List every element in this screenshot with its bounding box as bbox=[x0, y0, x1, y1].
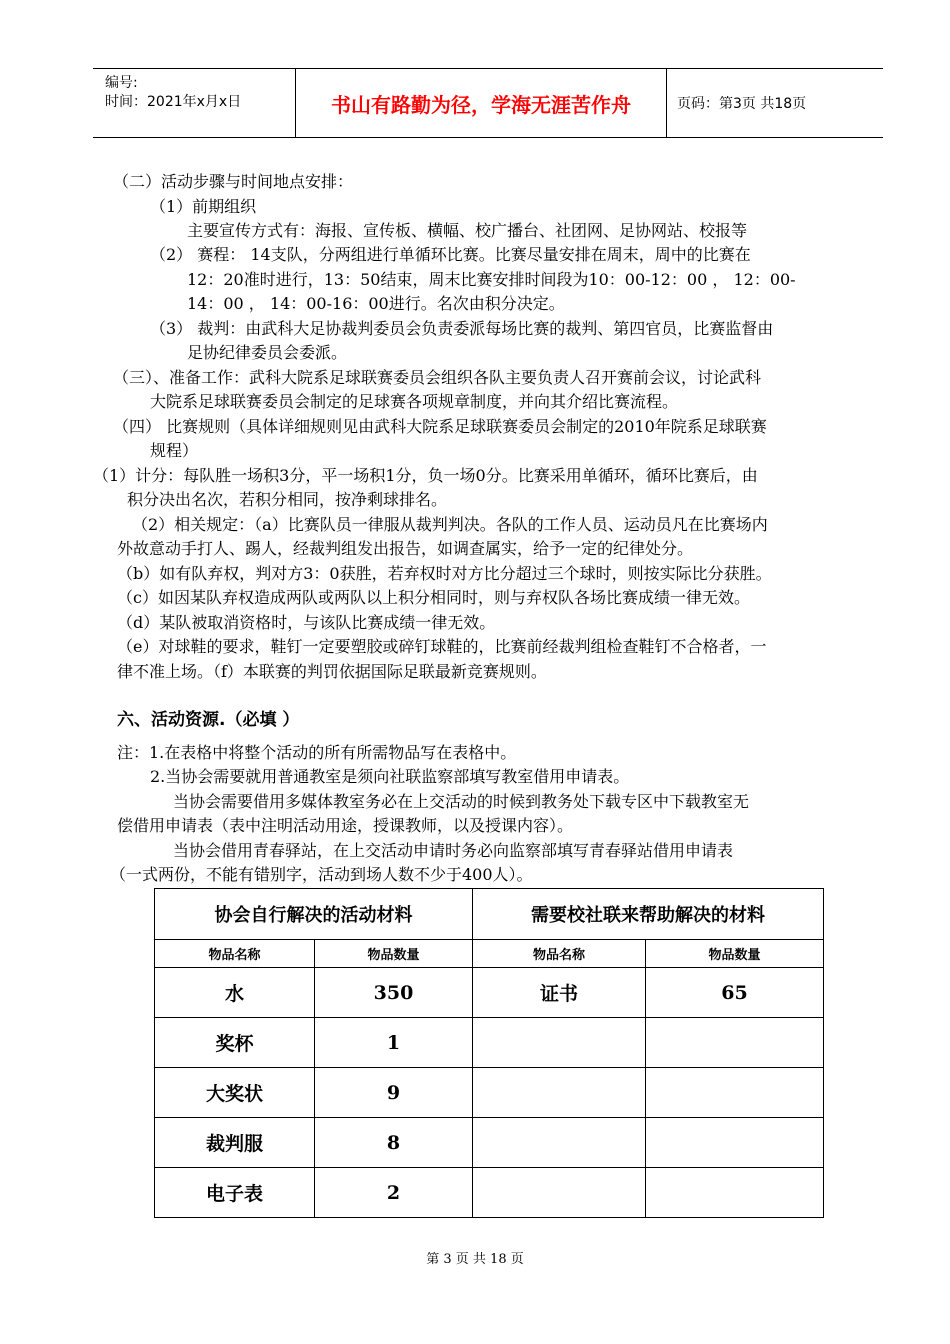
note-line: 注：1.在表格中将整个活动的所有所需物品写在表格中。 bbox=[117, 743, 517, 762]
item-name: 水 bbox=[155, 968, 315, 1018]
col-qty-header: 物品数量 bbox=[646, 940, 824, 968]
body-line: 积分决出名次，若积分相同，按净剩球排名。 bbox=[127, 490, 448, 509]
resource-table bbox=[154, 888, 824, 1218]
help-item-qty bbox=[646, 1068, 824, 1118]
help-item-qty bbox=[646, 1118, 824, 1168]
body-line: （1）前期组织 bbox=[150, 197, 257, 216]
header-meta bbox=[93, 69, 296, 137]
body-line: 律不准上场。（f）本联赛的判罚依据国际足联最新竞赛规则。 bbox=[117, 662, 547, 681]
body-line: （b）如有队弃权，判对方3：0获胜，若弃权时对方比分超过三个球时，则按实际比分获胜。 bbox=[117, 564, 772, 583]
help-item-name bbox=[473, 1118, 646, 1168]
page-header bbox=[93, 68, 883, 138]
header-page-info: 页码：第3页 共18页 bbox=[677, 96, 807, 112]
note-line: 2.当协会需要就用普通教室是须向社联监察部填写教室借用申请表。 bbox=[150, 767, 630, 786]
table-group-header bbox=[155, 889, 824, 940]
body-line: （1）计分：每队胜一场积3分，平一场积1分，负一场0分。比赛采用单循环，循环比赛后，由 bbox=[93, 466, 758, 485]
body-line: （二）活动步骤与时间地点安排： bbox=[113, 172, 354, 191]
body-line: 大院系足球联赛委员会制定的足球赛各项规章制度，并向其介绍比赛流程。 bbox=[150, 392, 679, 411]
note-line: 偿借用申请表（表中注明活动用途，授课教师，以及授课内容）。 bbox=[117, 816, 574, 835]
item-name: 裁判服 bbox=[155, 1118, 315, 1168]
item-qty: 9 bbox=[315, 1068, 473, 1118]
note-line: （一式两份，不能有错别字，活动到场人数不少于400人）。 bbox=[110, 865, 533, 884]
table-column-header bbox=[155, 940, 824, 968]
item-qty: 350 bbox=[315, 968, 473, 1018]
help-item-qty bbox=[646, 1168, 824, 1218]
item-qty: 8 bbox=[315, 1118, 473, 1168]
body-line: （2） 赛程： 14支队，分两组进行单循环比赛。比赛尽量安排在周末，周中的比赛在 bbox=[150, 245, 751, 264]
table-row bbox=[155, 1168, 824, 1218]
body-line: 14：00 ， 14：00-16：00进行。名次由积分决定。 bbox=[187, 294, 565, 313]
header-motto: 书山有路勤为径，学海无涯苦作舟 bbox=[296, 69, 667, 137]
body-line: （三）、准备工作：武科大院系足球联赛委员会组织各队主要负责人召开赛前会议，讨论武科 bbox=[113, 368, 762, 387]
body-line: （2）相关规定：（a）比赛队员一律服从裁判判决。各队的工作人员、运动员凡在比赛场内 bbox=[132, 515, 768, 534]
body-line: （四） 比赛规则（具体详细规则见由武科大院系足球联赛委员会制定的2010年院系足球联赛 bbox=[113, 417, 767, 436]
help-item-name: 证书 bbox=[473, 968, 646, 1018]
number-label: 编号: bbox=[105, 75, 138, 91]
table-row bbox=[155, 1118, 824, 1168]
body-line: （3） 裁判：由武科大足协裁判委员会负责委派每场比赛的裁判、第四官员，比赛监督由 bbox=[150, 319, 774, 338]
body-line: （e）对球鞋的要求，鞋钉一定要塑胶或碎钉球鞋的，比赛前经裁判组检查鞋钉不合格者，一 bbox=[117, 637, 767, 656]
body-line: 主要宣传方式有：海报、宣传板、横幅、校广播台、社团网、足协网站、校报等 bbox=[187, 221, 748, 240]
note-line: 当协会需要借用多媒体教室务必在上交活动的时候到教务处下载专区中下载教室无 bbox=[173, 792, 750, 811]
col-qty-header: 物品数量 bbox=[315, 940, 473, 968]
section-title: 六、活动资源.（必填 ） bbox=[117, 710, 300, 730]
col-name-header: 物品名称 bbox=[155, 940, 315, 968]
note-line: 当协会借用青春驿站，在上交活动申请时务必向监察部填写青春驿站借用申请表 bbox=[173, 841, 734, 860]
body-line: 规程） bbox=[150, 441, 199, 460]
group-help-header: 需要校社联来帮助解决的材料 bbox=[473, 889, 824, 940]
body-line: （d）某队被取消资格时，与该队比赛成绩一律无效。 bbox=[117, 613, 496, 632]
item-name: 大奖状 bbox=[155, 1068, 315, 1118]
table-row bbox=[155, 968, 824, 1018]
col-name-header: 物品名称 bbox=[473, 940, 646, 968]
table-row bbox=[155, 1018, 824, 1068]
item-name: 奖杯 bbox=[155, 1018, 315, 1068]
help-item-name bbox=[473, 1018, 646, 1068]
body-line: 外故意动手打人、踢人，经裁判组发出报告，如调查属实，给予一定的纪律处分。 bbox=[117, 539, 694, 558]
help-item-name bbox=[473, 1068, 646, 1118]
time-label: 时间：2021年x月x日 bbox=[105, 94, 242, 110]
help-item-name bbox=[473, 1168, 646, 1218]
table-row bbox=[155, 1068, 824, 1118]
group-self-header: 协会自行解决的活动材料 bbox=[155, 889, 473, 940]
page-footer: 第 3 页 共 18 页 bbox=[426, 1252, 524, 1267]
help-item-qty bbox=[646, 1018, 824, 1068]
item-qty: 1 bbox=[315, 1018, 473, 1068]
item-qty: 2 bbox=[315, 1168, 473, 1218]
body-line: （c）如因某队弃权造成两队或两队以上积分相同时，则与弃权队各场比赛成绩一律无效。 bbox=[117, 588, 750, 607]
body-line: 足协纪律委员会委派。 bbox=[187, 343, 348, 362]
item-name: 电子表 bbox=[155, 1168, 315, 1218]
help-item-qty: 65 bbox=[646, 968, 824, 1018]
body-line: 12：20准时进行，13：50结束，周末比赛安排时间段为10：00-12：00 ， 12：00- bbox=[187, 270, 796, 289]
